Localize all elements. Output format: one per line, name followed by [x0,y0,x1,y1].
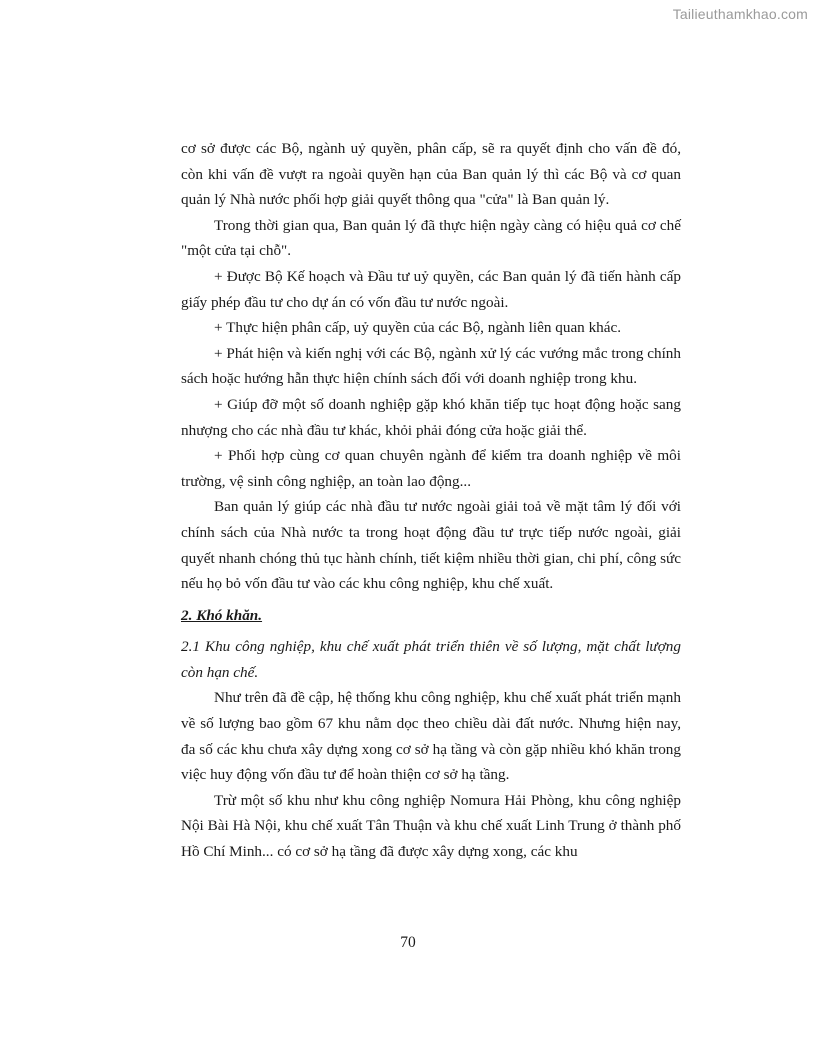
page-number: 70 [400,934,416,951]
paragraph: Ban quản lý giúp các nhà đầu tư nước ngoài giải toả về mặt tâm lý đối với chính sách của Nhà nước ta trong hoạt động đầu tư trực tiếp nước ngoài, giải quyết nhanh chóng thủ tục hành chính, tiết kiệm nhiều thời gian, chi phí, công sức nếu họ bỏ vốn đầu tư vào các khu công nghiệp, khu chế xuất. [181,498,681,593]
watermark: Tailieuthamkhao.com [672,6,808,22]
list-item: + Giúp đỡ một số doanh nghiệp gặp khó khăn tiếp tục hoạt động hoặc sang nhượng cho các nhà đầu tư khác, khỏi phải đóng cửa hoặc giải thể. [181,395,681,439]
subsection-heading: 2.1 Khu công nghiệp, khu chế xuất phát triển thiên về số lượng, mặt chất lượng còn hạn chế. [181,638,681,681]
paragraph: Trong thời gian qua, Ban quản lý đã thực hiện ngày càng có hiệu quả cơ chế "một cửa tại chỗ". [181,216,681,260]
paragraph: cơ sở được các Bộ, ngành uỷ quyền, phân cấp, sẽ ra quyết định cho vấn đề đó, còn khi vấn đề vượt ra ngoài quyền hạn của Ban quản lý thì các Bộ và cơ quan quản lý Nhà nước phối hợp giải quyết thông qua "cửa" là Ban quản lý. [181,140,681,209]
list-item: + Phối hợp cùng cơ quan chuyên ngành để kiểm tra doanh nghiệp về môi trường, vệ sinh công nghiệp, an toàn lao động... [181,447,681,490]
paragraph: Trừ một số khu như khu công nghiệp Nomura Hải Phòng, khu công nghiệp Nội Bài Hà Nội, khu chế xuất Tân Thuận và khu chế xuất Linh Trung ở thành phố Hồ Chí Minh... có cơ sở hạ tầng đã được xây dựng xong, các khu [181,791,681,861]
list-item: + Phát hiện và kiến nghị với các Bộ, ngành xử lý các vướng mắc trong chính sách hoặc hướng hẫn thực hiện chính sách đối với doanh nghiệp trong khu. [181,344,681,388]
section-heading: 2. Khó khăn. [181,606,263,624]
list-item: + Được Bộ Kế hoạch và Đầu tư uỷ quyền, các Ban quản lý đã tiến hành cấp giấy phép đầu tư cho dự án có vốn đầu tư nước ngoài. [181,267,681,311]
document-body [181,136,681,865]
paragraph: Như trên đã đề cập, hệ thống khu công nghiệp, khu chế xuất phát triển mạnh về số lượng bao gồm 67 khu nằm dọc theo chiều dài đất nước. Nhưng hiện nay, đa số các khu chưa xây dựng xong cơ sở hạ tầng và còn gặp nhiều khó khăn trong việc huy động vốn đầu tư để hoàn thiện cơ sở hạ tầng. [181,689,681,784]
list-item: + Thực hiện phân cấp, uỷ quyền của các Bộ, ngành liên quan khác. [214,319,622,337]
